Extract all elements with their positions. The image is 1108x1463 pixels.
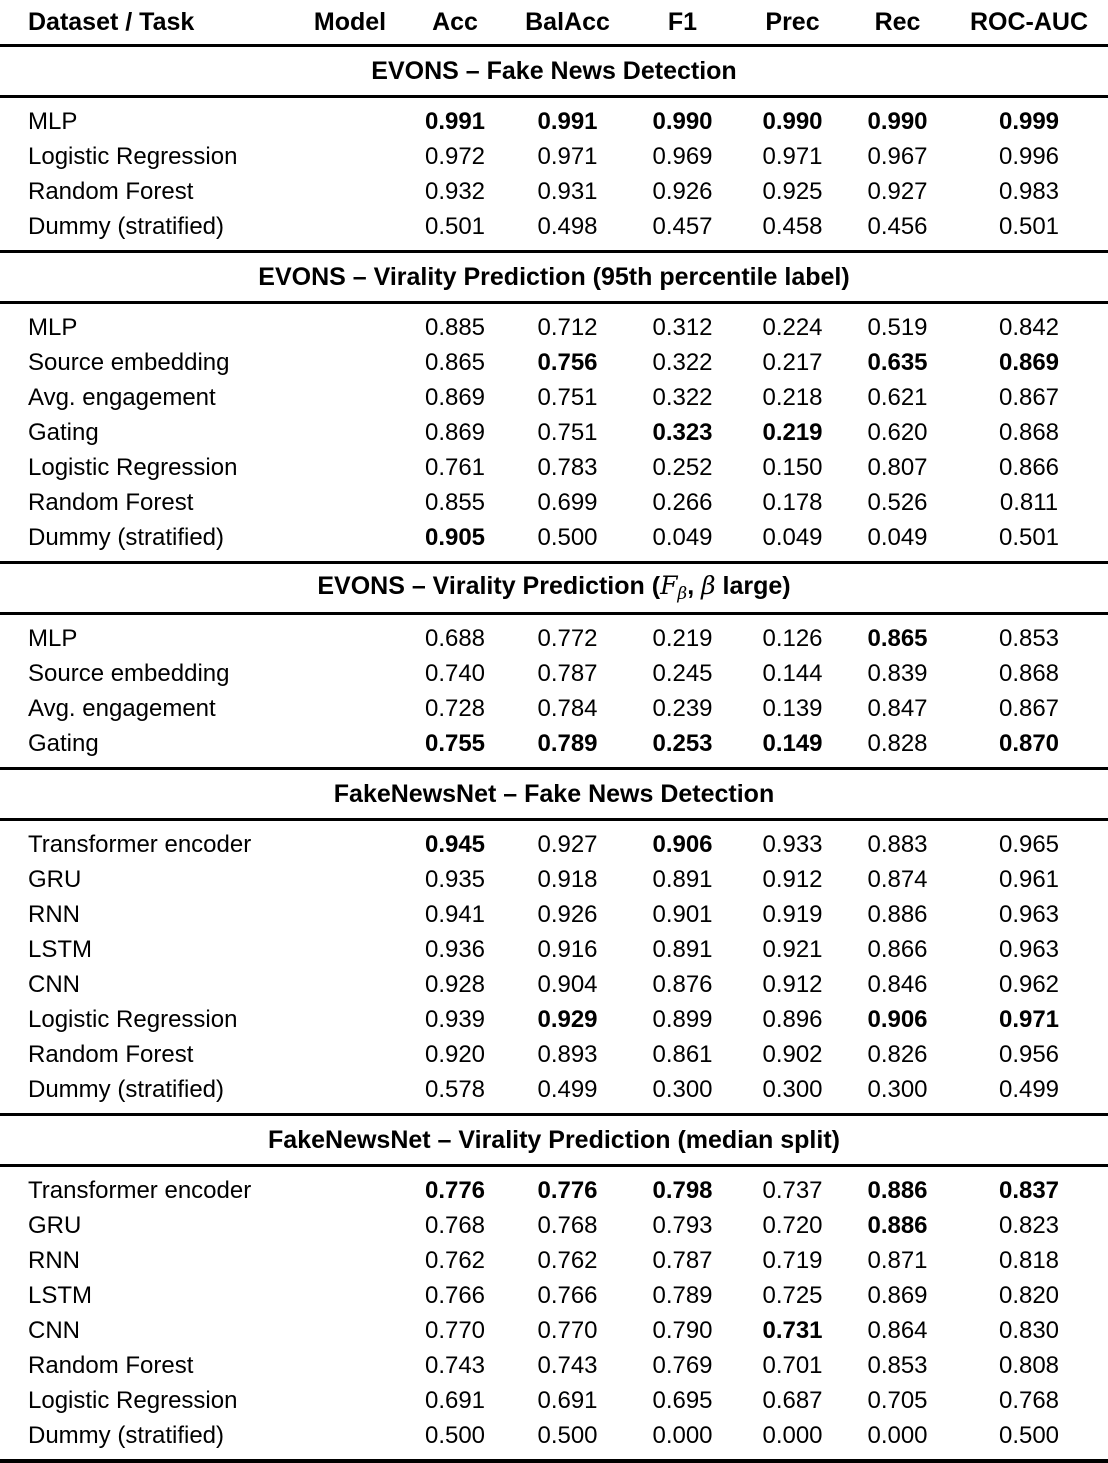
metric-value: 0.830	[998, 1316, 1060, 1344]
model-name: Source embedding	[28, 348, 230, 376]
table-row	[0, 1208, 1108, 1243]
model-name: Gating	[28, 729, 99, 757]
metric-value: 0.902	[762, 1040, 823, 1068]
metric-value: 0.918	[537, 865, 598, 893]
col-header-balacc: BalAcc	[510, 0, 625, 46]
metric-value: 0.500	[998, 1421, 1060, 1449]
metric-value: 0.500	[424, 1421, 486, 1449]
metric-value: 0.768	[424, 1211, 486, 1239]
metric-value: 0.768	[537, 1211, 598, 1239]
model-name: CNN	[28, 970, 80, 998]
metric-value: 0.776	[424, 1176, 486, 1204]
table-row	[0, 1383, 1108, 1418]
metric-value: 0.049	[762, 523, 823, 551]
metric-value: 0.770	[537, 1316, 598, 1344]
section-title-part: large)	[715, 572, 791, 601]
metric-value: 0.963	[998, 935, 1060, 963]
header-row	[0, 0, 1108, 46]
metric-value: 0.867	[998, 383, 1060, 411]
metric-value: 0.912	[762, 970, 823, 998]
metric-value: 0.789	[652, 1281, 713, 1309]
metric-value: 0.939	[424, 1005, 486, 1033]
metric-value: 0.719	[762, 1246, 823, 1274]
metric-value: 0.635	[867, 348, 928, 376]
metric-value: 0.224	[762, 313, 823, 341]
table-row	[0, 415, 1108, 450]
model-name: Avg. engagement	[28, 694, 216, 722]
metric-value: 0.500	[537, 1421, 598, 1449]
metric-value: 0.725	[762, 1281, 823, 1309]
metric-value: 0.807	[867, 453, 928, 481]
metric-value: 0.768	[998, 1386, 1060, 1414]
metric-value: 0.789	[537, 729, 598, 757]
metric-value: 0.219	[652, 624, 713, 652]
metric-value: 0.787	[652, 1246, 713, 1274]
table-row	[0, 485, 1108, 520]
metric-value: 0.049	[867, 523, 928, 551]
metric-value: 0.526	[867, 488, 928, 516]
model-name: RNN	[28, 900, 80, 928]
model-name: Transformer encoder	[28, 1176, 252, 1204]
section-title	[0, 252, 1108, 303]
metric-value: 0.990	[867, 107, 928, 135]
metric-value: 0.990	[762, 107, 823, 135]
metric-value: 0.869	[424, 418, 486, 446]
table-header	[0, 0, 1108, 46]
metric-value: 0.762	[424, 1246, 486, 1274]
table-row	[0, 862, 1108, 897]
metric-value: 0.144	[762, 659, 823, 687]
metric-value: 0.996	[998, 142, 1060, 170]
metric-value: 0.751	[537, 418, 598, 446]
section-title	[0, 46, 1108, 97]
table-row	[0, 1037, 1108, 1072]
section-header-row	[0, 252, 1108, 303]
metric-value: 0.928	[424, 970, 486, 998]
metric-value: 0.731	[762, 1316, 823, 1344]
metric-value: 0.941	[424, 900, 486, 928]
table-row	[0, 726, 1108, 769]
metric-value: 0.620	[867, 418, 928, 446]
metric-value: 0.956	[998, 1040, 1060, 1068]
metric-value: 0.793	[652, 1211, 713, 1239]
model-name: CNN	[28, 1316, 80, 1344]
metric-value: 0.253	[652, 729, 713, 757]
model-name: Source embedding	[28, 659, 230, 687]
metric-value: 0.458	[762, 212, 823, 240]
metric-value: 0.740	[424, 659, 486, 687]
metric-value: 0.990	[652, 107, 713, 135]
metric-value: 0.687	[762, 1386, 823, 1414]
table-row	[0, 1418, 1108, 1461]
metric-value: 0.901	[652, 900, 713, 928]
metric-value: 0.933	[762, 830, 823, 858]
model-name: Avg. engagement	[28, 383, 216, 411]
metric-value: 0.971	[998, 1005, 1060, 1033]
metric-value: 0.869	[998, 348, 1060, 376]
metric-value: 0.904	[537, 970, 598, 998]
metric-value: 0.865	[424, 348, 486, 376]
metric-value: 0.961	[998, 865, 1060, 893]
metric-value: 0.983	[998, 177, 1060, 205]
metric-value: 0.691	[537, 1386, 598, 1414]
section-header-row	[0, 563, 1108, 614]
metric-value: 0.931	[537, 177, 598, 205]
metric-value: 0.790	[652, 1316, 713, 1344]
metric-value: 0.927	[537, 830, 598, 858]
metric-value: 0.823	[998, 1211, 1060, 1239]
metric-value: 0.500	[537, 523, 598, 551]
metric-value: 0.266	[652, 488, 713, 516]
table-body	[0, 46, 1108, 1462]
metric-value: 0.868	[998, 659, 1060, 687]
metric-value: 0.842	[998, 313, 1060, 341]
section-header-row	[0, 769, 1108, 820]
metric-value: 0.920	[424, 1040, 486, 1068]
metric-value: 0.499	[537, 1075, 598, 1103]
metric-value: 0.252	[652, 453, 713, 481]
metric-value: 0.991	[424, 107, 486, 135]
metric-value: 0.239	[652, 694, 713, 722]
metric-value: 0.691	[424, 1386, 486, 1414]
metric-value: 0.969	[652, 142, 713, 170]
metric-value: 0.971	[537, 142, 598, 170]
metric-value: 0.853	[867, 1351, 928, 1379]
metric-value: 0.770	[424, 1316, 486, 1344]
col-header-f1: F1	[625, 0, 740, 46]
metric-value: 0.896	[762, 1005, 823, 1033]
metric-value: 0.322	[652, 348, 713, 376]
metric-value: 0.769	[652, 1351, 713, 1379]
metric-value: 0.695	[652, 1386, 713, 1414]
metric-value: 0.751	[537, 383, 598, 411]
table-row	[0, 1002, 1108, 1037]
col-header-acc: Acc	[400, 0, 510, 46]
metric-value: 0.905	[424, 523, 486, 551]
metric-value: 0.867	[998, 694, 1060, 722]
table-row	[0, 1166, 1108, 1209]
col-header-model: Model	[300, 0, 400, 46]
model-name: Transformer encoder	[28, 830, 252, 858]
metric-value: 0.798	[652, 1176, 713, 1204]
metric-value: 0.000	[652, 1421, 713, 1449]
metric-value: 0.699	[537, 488, 598, 516]
table-row	[0, 380, 1108, 415]
metric-value: 0.929	[537, 1005, 598, 1033]
metric-value: 0.456	[867, 212, 928, 240]
metric-value: 0.139	[762, 694, 823, 722]
metric-value: 0.853	[998, 624, 1060, 652]
metric-value: 0.762	[537, 1246, 598, 1274]
table-row	[0, 691, 1108, 726]
metric-value: 0.705	[867, 1386, 928, 1414]
metric-value: 0.000	[867, 1421, 928, 1449]
metric-value: 0.688	[424, 624, 486, 652]
model-name: RNN	[28, 1246, 80, 1274]
metric-value: 0.501	[998, 523, 1060, 551]
metric-value: 0.916	[537, 935, 598, 963]
metric-value: 0.811	[999, 488, 1059, 516]
model-name: MLP	[28, 107, 78, 135]
metric-value: 0.300	[652, 1075, 713, 1103]
model-name: Random Forest	[28, 488, 194, 516]
metric-value: 0.886	[867, 1176, 928, 1204]
model-name: MLP	[28, 313, 78, 341]
metric-value: 0.926	[652, 177, 713, 205]
metric-value: 0.000	[762, 1421, 823, 1449]
metric-value: 0.300	[867, 1075, 928, 1103]
section-title	[0, 769, 1108, 820]
model-name: Dummy (stratified)	[28, 1075, 225, 1103]
metric-value: 0.720	[762, 1211, 823, 1239]
metric-value: 0.864	[867, 1316, 928, 1344]
table-row	[0, 820, 1108, 863]
metric-value: 0.756	[537, 348, 598, 376]
metric-value: 0.935	[424, 865, 486, 893]
table-row	[0, 1348, 1108, 1383]
metric-value: 0.906	[652, 830, 713, 858]
metric-value: 0.936	[424, 935, 486, 963]
table-row	[0, 97, 1108, 140]
metric-value: 0.519	[867, 313, 928, 341]
metric-value: 0.701	[762, 1351, 823, 1379]
metric-value: 0.847	[867, 694, 928, 722]
section-title-part: EVONS – Virality Prediction (95th percentile label)	[258, 262, 850, 291]
metric-value: 0.820	[998, 1281, 1060, 1309]
metric-value: 0.499	[998, 1075, 1060, 1103]
metric-value: 0.743	[537, 1351, 598, 1379]
table-row	[0, 1278, 1108, 1313]
metric-value: 0.921	[762, 935, 823, 963]
metric-value: 0.149	[762, 729, 823, 757]
metric-value: 0.501	[424, 212, 486, 240]
metric-value: 0.218	[762, 383, 823, 411]
model-name: Dummy (stratified)	[28, 212, 225, 240]
metric-value: 0.874	[867, 865, 928, 893]
metric-value: 0.868	[998, 418, 1060, 446]
metric-value: 0.866	[998, 453, 1060, 481]
model-name: Logistic Regression	[28, 142, 238, 170]
metric-value: 0.150	[762, 453, 823, 481]
model-name: Random Forest	[28, 1040, 194, 1068]
metric-value: 0.621	[867, 383, 928, 411]
model-name: Random Forest	[28, 1351, 194, 1379]
metric-value: 0.783	[537, 453, 598, 481]
metric-value: 0.866	[867, 935, 928, 963]
metric-value: 0.498	[537, 212, 598, 240]
metric-value: 0.893	[537, 1040, 598, 1068]
model-name: Dummy (stratified)	[28, 1421, 225, 1449]
metric-value: 0.869	[424, 383, 486, 411]
metric-value: 0.886	[867, 1211, 928, 1239]
metric-value: 0.457	[652, 212, 713, 240]
metric-value: 0.991	[537, 107, 598, 135]
metric-value: 0.865	[867, 624, 928, 652]
metric-value: 0.967	[867, 142, 928, 170]
metric-value: 0.839	[867, 659, 928, 687]
model-name: LSTM	[28, 1281, 93, 1309]
metric-value: 0.826	[867, 1040, 928, 1068]
section-title-part: β	[701, 571, 716, 601]
metric-value: 0.743	[424, 1351, 486, 1379]
metric-value: 0.945	[424, 830, 486, 858]
table-row	[0, 967, 1108, 1002]
metric-value: 0.891	[652, 865, 713, 893]
section-title-part: FakeNewsNet – Fake News Detection	[333, 779, 775, 808]
metric-value: 0.818	[998, 1246, 1060, 1274]
metric-value: 0.828	[867, 729, 928, 757]
metric-value: 0.999	[998, 107, 1060, 135]
metric-value: 0.972	[424, 142, 486, 170]
model-name: Logistic Regression	[28, 1386, 238, 1414]
section-title-part: FakeNewsNet – Virality Prediction (median split)	[268, 1125, 840, 1154]
section-header-row	[0, 46, 1108, 97]
metric-value: 0.926	[537, 900, 598, 928]
metric-value: 0.932	[424, 177, 486, 205]
model-name: LSTM	[28, 935, 93, 963]
section-header-row	[0, 1115, 1108, 1166]
metric-value: 0.962	[998, 970, 1060, 998]
table-row	[0, 897, 1108, 932]
metric-value: 0.323	[652, 418, 713, 446]
col-header-dataset-task: Dataset / Task	[0, 0, 300, 46]
table-row	[0, 1313, 1108, 1348]
table-row	[0, 614, 1108, 657]
metric-value: 0.971	[762, 142, 823, 170]
section-title-part: β	[677, 584, 688, 605]
table-row	[0, 174, 1108, 209]
metric-value: 0.761	[424, 453, 486, 481]
metric-value: 0.899	[652, 1005, 713, 1033]
metric-value: 0.784	[537, 694, 598, 722]
model-name: GRU	[28, 865, 82, 893]
metric-value: 0.766	[537, 1281, 598, 1309]
metric-value: 0.837	[998, 1176, 1060, 1204]
model-name: Random Forest	[28, 177, 194, 205]
section-title-part: EVONS – Fake News Detection	[371, 56, 737, 85]
metric-value: 0.049	[652, 523, 713, 551]
col-header-prec: Prec	[740, 0, 845, 46]
metric-value: 0.925	[762, 177, 823, 205]
metric-value: 0.501	[998, 212, 1060, 240]
table-row	[0, 656, 1108, 691]
metric-value: 0.808	[998, 1351, 1060, 1379]
model-name: Logistic Regression	[28, 453, 238, 481]
metric-value: 0.126	[762, 624, 823, 652]
metric-value: 0.855	[424, 488, 486, 516]
model-name: GRU	[28, 1211, 82, 1239]
table-row	[0, 209, 1108, 252]
metric-value: 0.883	[867, 830, 928, 858]
metric-value: 0.927	[867, 177, 928, 205]
metric-value: 0.322	[652, 383, 713, 411]
metric-value: 0.886	[867, 900, 928, 928]
metric-value: 0.861	[652, 1040, 713, 1068]
metric-value: 0.906	[867, 1005, 928, 1033]
metric-value: 0.846	[867, 970, 928, 998]
model-name: Dummy (stratified)	[28, 523, 225, 551]
metric-value: 0.245	[652, 659, 713, 687]
metric-value: 0.300	[762, 1075, 823, 1103]
metric-value: 0.870	[998, 729, 1060, 757]
metric-value: 0.728	[424, 694, 486, 722]
section-title	[0, 563, 1108, 614]
metric-value: 0.312	[652, 313, 713, 341]
table-row	[0, 1243, 1108, 1278]
metric-value: 0.891	[652, 935, 713, 963]
metric-value: 0.178	[762, 488, 823, 516]
col-header-rec: Rec	[845, 0, 950, 46]
table-row	[0, 139, 1108, 174]
section-title-part: ,	[687, 572, 702, 601]
metric-value: 0.787	[537, 659, 598, 687]
metric-value: 0.219	[762, 418, 823, 446]
metric-value: 0.737	[762, 1176, 823, 1204]
metric-value: 0.876	[652, 970, 713, 998]
section-title-part: EVONS – Virality Prediction (	[317, 572, 661, 601]
model-name: Logistic Regression	[28, 1005, 238, 1033]
model-name: MLP	[28, 624, 78, 652]
section-title-part: F	[660, 571, 678, 601]
metric-value: 0.963	[998, 900, 1060, 928]
metric-value: 0.766	[424, 1281, 486, 1309]
metric-value: 0.869	[867, 1281, 928, 1309]
table-row	[0, 1072, 1108, 1115]
table-row	[0, 303, 1108, 346]
section-title	[0, 1115, 1108, 1166]
metric-value: 0.776	[537, 1176, 598, 1204]
metric-value: 0.755	[424, 729, 486, 757]
metric-value: 0.712	[537, 313, 598, 341]
metric-value: 0.217	[762, 348, 823, 376]
table-row	[0, 520, 1108, 563]
metric-value: 0.912	[762, 865, 823, 893]
table-row	[0, 450, 1108, 485]
metric-value: 0.885	[424, 313, 486, 341]
metric-value: 0.871	[867, 1246, 928, 1274]
model-name: Gating	[28, 418, 99, 446]
metric-value: 0.578	[424, 1075, 486, 1103]
table-row	[0, 932, 1108, 967]
metric-value: 0.965	[998, 830, 1060, 858]
metric-value: 0.919	[762, 900, 823, 928]
metric-value: 0.772	[537, 624, 598, 652]
col-header-roc-auc: ROC-AUC	[950, 0, 1108, 46]
table-row	[0, 345, 1108, 380]
